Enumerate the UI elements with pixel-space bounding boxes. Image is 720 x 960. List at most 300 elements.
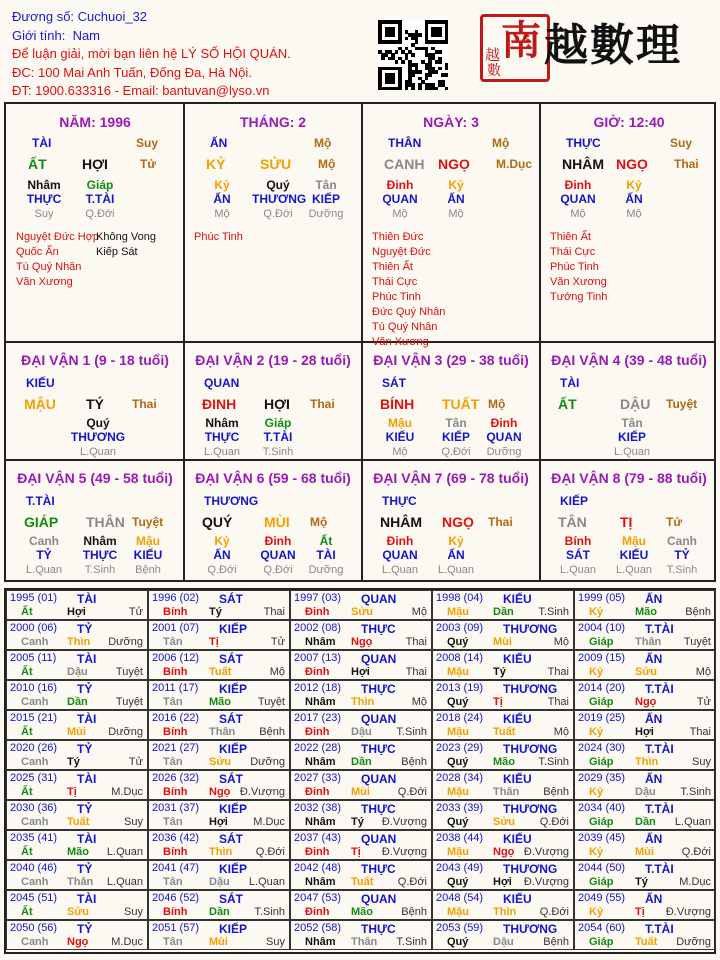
- year-stem: Tân: [163, 816, 183, 828]
- year-label: 2035 (41): [10, 832, 58, 844]
- year-stage: T.Sinh: [254, 906, 285, 918]
- year-cell: [148, 890, 290, 920]
- year-stage: Mộ: [411, 696, 427, 708]
- hidden-stage: L.Quan: [437, 564, 475, 576]
- heavenly-stem: QUÝ: [202, 514, 233, 530]
- year-cell: [290, 650, 432, 680]
- year-ten-god: QUAN: [361, 832, 397, 846]
- ten-god: THƯƠNG: [204, 494, 259, 508]
- year-stem: Kỷ: [589, 906, 604, 918]
- year-stage: Bệnh: [259, 726, 285, 738]
- year-branch: Mùi: [635, 846, 654, 858]
- year-ten-god: SÁT: [219, 832, 243, 846]
- year-branch: Dần: [351, 756, 372, 768]
- stage: Thai: [674, 157, 699, 171]
- shen-sha-item: Tướng Tinh: [550, 291, 608, 303]
- year-cell: [574, 800, 716, 830]
- year-stage: T.Sinh: [396, 936, 427, 948]
- hidden-stem: Đinh: [490, 416, 518, 430]
- year-stem: Tân: [163, 876, 183, 888]
- year-branch: Tý: [351, 816, 364, 828]
- year-stem: Ất: [21, 666, 33, 678]
- year-stem: Quý: [447, 876, 469, 888]
- year-label: 2050 (56): [10, 922, 58, 934]
- year-stage: Bệnh: [401, 756, 427, 768]
- dai-van-5: [6, 460, 184, 578]
- earthly-branch: HỢI: [82, 156, 108, 172]
- shen-sha-item: Thiên Đức: [372, 231, 424, 243]
- year-label: 2031 (37): [152, 802, 200, 814]
- year-branch: Ngọ: [493, 846, 515, 858]
- year-branch: Dậu: [351, 726, 372, 738]
- earthly-branch: HỢI: [264, 396, 290, 412]
- year-branch: Thìn: [209, 846, 233, 858]
- year-stage: M.Dục: [111, 786, 143, 798]
- year-label: 2004 (10): [578, 622, 626, 634]
- year-stage: Q.Đới: [397, 786, 427, 798]
- hidden-ten-god: QUAN: [560, 192, 596, 206]
- year-cell: [574, 710, 716, 740]
- year-branch: Tuất: [209, 666, 232, 678]
- hidden-stage: Q.Đới: [263, 564, 293, 576]
- heavenly-stem: ẤT: [28, 156, 47, 172]
- earthly-branch: NGỌ: [616, 156, 648, 172]
- year-cell: [290, 860, 432, 890]
- earthly-branch: TỊ: [620, 514, 633, 530]
- hidden-stage: Dưỡng: [486, 446, 522, 458]
- year-branch: Sửu: [67, 906, 90, 918]
- year-cell: [6, 770, 148, 800]
- year-stem: Canh: [21, 876, 49, 888]
- year-branch: Tị: [209, 636, 219, 648]
- year-cell: [290, 710, 432, 740]
- year-stem: Kỷ: [589, 786, 604, 798]
- shen-sha-item: Thiên Ất: [550, 231, 591, 243]
- year-branch: Dần: [209, 906, 230, 918]
- ten-god: ẤN: [210, 136, 228, 150]
- hidden-stem: Ất: [319, 534, 333, 548]
- year-stage: Mộ: [411, 606, 427, 618]
- hidden-ten-god: KIẾP: [617, 430, 646, 444]
- stage: M.Dục: [496, 157, 532, 171]
- hidden-stem: Giáp: [264, 416, 292, 430]
- year-branch: Hợi: [209, 816, 228, 828]
- year-label: 2008 (14): [436, 652, 484, 664]
- year-stage: Đ.Vượng: [381, 846, 427, 858]
- year-label: 2013 (19): [436, 682, 484, 694]
- year-stem: Nhâm: [305, 636, 336, 648]
- year-stage: M.Dục: [253, 816, 285, 828]
- stage: Thai: [132, 397, 157, 411]
- pillar-3: [362, 104, 540, 348]
- year-label: 1997 (03): [294, 592, 342, 604]
- year-branch: Tý: [209, 606, 222, 618]
- shen-sha-list: [16, 230, 99, 290]
- year-ten-god: TÀI: [77, 892, 97, 906]
- ten-god: THỰC: [382, 494, 417, 508]
- dai-van-title: ĐẠI VẬN 1 (9 - 18 tuổi): [21, 352, 169, 368]
- heavenly-stem: ẤT: [558, 396, 577, 412]
- year-cell: [6, 590, 148, 620]
- year-stage: Q.Đới: [681, 846, 711, 858]
- shen-sha-item: Kiếp Sát: [96, 246, 138, 258]
- ten-god: QUAN: [204, 376, 240, 390]
- dai-van-title: ĐẠI VẬN 8 (79 - 88 tuổi): [551, 470, 707, 486]
- year-stem: Nhâm: [305, 696, 336, 708]
- shen-sha-item: Nguyệt Đức: [372, 246, 431, 258]
- year-stem: Giáp: [589, 876, 614, 888]
- stage: Tuyệt: [666, 397, 698, 411]
- stage: Tuyệt: [132, 515, 164, 529]
- year-branch: Dần: [67, 696, 88, 708]
- year-ten-god: THỰC: [361, 802, 396, 816]
- year-branch: Mão: [351, 906, 373, 918]
- year-ten-god: TÀI: [77, 652, 97, 666]
- hidden-stem: Đinh: [564, 178, 592, 192]
- year-label: 2039 (45): [578, 832, 626, 844]
- hidden-stage: Mộ: [570, 208, 586, 220]
- dai-van-title: ĐẠI VẬN 6 (59 - 68 tuổi): [195, 470, 351, 486]
- hidden-ten-god: TÀI: [316, 548, 336, 562]
- year-label: 2029 (35): [578, 772, 626, 784]
- year-stem: Quý: [447, 756, 469, 768]
- year-branch: Tị: [635, 906, 645, 918]
- year-ten-god: TỶ: [77, 862, 93, 876]
- hidden-ten-god: TỶ: [36, 548, 52, 562]
- year-cell: [290, 740, 432, 770]
- year-label: 2047 (53): [294, 892, 342, 904]
- year-stage: Dưỡng: [676, 936, 711, 948]
- year-stage: L.Quan: [674, 816, 711, 828]
- year-label: 2040 (46): [10, 862, 58, 874]
- year-label: 2026 (32): [152, 772, 200, 784]
- year-cell: [574, 890, 716, 920]
- year-branch: Ngọ: [67, 936, 89, 948]
- hidden-ten-god: TỶ: [674, 548, 690, 562]
- year-label: 2022 (28): [294, 742, 342, 754]
- hidden-stage: Mộ: [392, 208, 408, 220]
- year-cell: [6, 920, 148, 950]
- shen-sha-item: Thiên Ất: [372, 261, 413, 273]
- year-ten-god: TỶ: [77, 802, 93, 816]
- stage: Suy: [136, 136, 159, 150]
- year-stage: Q.Đới: [255, 846, 285, 858]
- year-cell: [148, 710, 290, 740]
- year-label: 2006 (12): [152, 652, 200, 664]
- ten-god: T.TÀI: [26, 494, 55, 508]
- shen-sha-list: [194, 230, 243, 245]
- hidden-ten-god: THỰC: [82, 548, 118, 562]
- year-stage: Mộ: [553, 636, 569, 648]
- year-cell: [290, 620, 432, 650]
- year-cell: [148, 830, 290, 860]
- logo-text: 越數理: [544, 20, 682, 71]
- earthly-branch: NGỌ: [438, 156, 470, 172]
- pillar-title: GIỜ: 12:40: [593, 114, 665, 130]
- year-cell: [148, 920, 290, 950]
- year-stage: Đ.Vượng: [381, 816, 427, 828]
- year-cell: [574, 620, 716, 650]
- year-stem: Giáp: [589, 636, 614, 648]
- year-label: 2042 (48): [294, 862, 342, 874]
- year-branch: Hợi: [67, 606, 86, 618]
- year-stage: Thai: [405, 666, 427, 678]
- hidden-stage: L.Quan: [615, 564, 653, 576]
- year-ten-god: KIẾP: [219, 862, 248, 876]
- shen-sha-list: [372, 230, 445, 350]
- year-stage: Mộ: [553, 726, 569, 738]
- year-label: 2002 (08): [294, 622, 342, 634]
- pillars-grid: [4, 102, 716, 582]
- shen-sha-item: Văn Xương: [16, 276, 73, 288]
- year-ten-god: KIẾP: [219, 802, 248, 816]
- year-stem: Bính: [163, 726, 188, 738]
- year-cell: [148, 800, 290, 830]
- year-ten-god: THỰC: [361, 622, 396, 636]
- year-stem: Canh: [21, 816, 49, 828]
- year-stage: Đ.Vượng: [523, 876, 569, 888]
- year-label: 2028 (34): [436, 772, 484, 784]
- year-branch: Mão: [635, 606, 657, 618]
- year-cell: [148, 680, 290, 710]
- year-label: 2030 (36): [10, 802, 58, 814]
- year-cell: [432, 890, 574, 920]
- hidden-ten-god: ẤN: [447, 548, 465, 562]
- hidden-stage: Dưỡng: [308, 208, 344, 220]
- hidden-ten-god: ẤN: [447, 192, 465, 206]
- year-label: 2020 (26): [10, 742, 58, 754]
- year-label: 2003 (09): [436, 622, 484, 634]
- year-label: 2044 (50): [578, 862, 626, 874]
- year-cell: [432, 920, 574, 950]
- year-branch: Sửu: [209, 756, 232, 768]
- year-cell: [6, 740, 148, 770]
- year-label: 2014 (20): [578, 682, 626, 694]
- earthly-branch: MÙI: [264, 514, 290, 530]
- stage: Mộ: [318, 157, 336, 171]
- year-ten-god: SÁT: [219, 712, 243, 726]
- year-label: 2043 (49): [436, 862, 484, 874]
- shen-sha-item: Phúc Tinh: [550, 261, 599, 273]
- year-cell: [290, 830, 432, 860]
- year-stage: Thai: [405, 636, 427, 648]
- year-stem: Mậu: [447, 906, 469, 918]
- heavenly-stem: NHÂM: [380, 514, 422, 530]
- year-ten-god: ẤN: [645, 832, 663, 846]
- year-stage: Đ.Vượng: [665, 906, 711, 918]
- year-label: 2037 (43): [294, 832, 342, 844]
- year-branch: Mão: [209, 696, 231, 708]
- year-stem: Đinh: [305, 606, 330, 618]
- year-label: 2027 (33): [294, 772, 342, 784]
- year-stage: Tuyệt: [257, 696, 285, 708]
- stage: Thai: [310, 397, 335, 411]
- hidden-stem: Nhâm: [27, 178, 61, 192]
- year-cell: [574, 740, 716, 770]
- year-stage: Thai: [547, 696, 569, 708]
- year-stage: Tử: [128, 756, 143, 768]
- year-ten-god: QUAN: [361, 652, 397, 666]
- year-label: 2001 (07): [152, 622, 200, 634]
- year-ten-god: SÁT: [219, 892, 243, 906]
- year-branch: Ngọ: [351, 636, 373, 648]
- hidden-stage: Mộ: [214, 208, 230, 220]
- shen-sha-item: Đức Quý Nhân: [372, 306, 446, 318]
- year-stem: Đinh: [305, 726, 330, 738]
- year-stem: Bính: [163, 606, 188, 618]
- heavenly-stem: TÂN: [558, 514, 587, 530]
- year-label: 2011 (17): [152, 682, 199, 694]
- year-cell: [432, 710, 574, 740]
- hidden-ten-god: QUAN: [260, 548, 296, 562]
- year-branch: Thìn: [351, 696, 375, 708]
- hidden-stem: Kỷ: [448, 534, 464, 548]
- hidden-stage: T.Sinh: [666, 564, 698, 576]
- year-branch: Sửu: [635, 666, 658, 678]
- year-stage: T.Sinh: [538, 756, 569, 768]
- year-ten-god: QUAN: [361, 592, 397, 606]
- year-branch: Dậu: [209, 876, 230, 888]
- year-label: 2045 (51): [10, 892, 58, 904]
- dai-van-6: [184, 460, 362, 578]
- year-stem: Tân: [163, 636, 183, 648]
- year-label: 2019 (25): [578, 712, 626, 724]
- hidden-stem: Giáp: [86, 178, 114, 192]
- hidden-stage: Dưỡng: [308, 564, 344, 576]
- year-stage: L.Quan: [106, 876, 143, 888]
- hidden-ten-god: KIẾU: [385, 430, 415, 444]
- year-stage: Thai: [689, 726, 711, 738]
- hidden-stage: Suy: [34, 208, 54, 220]
- year-stem: Canh: [21, 936, 49, 948]
- year-cell: [148, 860, 290, 890]
- year-stage: Mộ: [269, 666, 285, 678]
- year-stage: T.Sinh: [538, 606, 569, 618]
- year-branch: Mão: [67, 846, 89, 858]
- earthly-branch: TUẤT: [442, 396, 480, 412]
- year-branch: Hợi: [351, 666, 370, 678]
- stage: Mộ: [314, 136, 332, 150]
- year-branch: Tị: [493, 696, 503, 708]
- heavenly-stem: BÍNH: [380, 396, 415, 412]
- year-label: 2000 (06): [10, 622, 58, 634]
- year-label: 2046 (52): [152, 892, 200, 904]
- year-ten-god: KIẾP: [219, 742, 248, 756]
- year-cell: [432, 680, 574, 710]
- year-stem: Quý: [447, 936, 469, 948]
- year-ten-god: T.TÀI: [645, 802, 674, 816]
- hidden-stem: Kỷ: [214, 178, 230, 192]
- year-stem: Quý: [447, 816, 469, 828]
- year-stage: Bệnh: [543, 786, 569, 798]
- year-stage: Thai: [547, 666, 569, 678]
- year-ten-god: KIẾU: [503, 712, 532, 726]
- year-branch: Hợi: [493, 876, 512, 888]
- year-stem: Ất: [21, 786, 33, 798]
- year-cell: [290, 770, 432, 800]
- year-stage: Dưỡng: [108, 636, 143, 648]
- year-ten-god: QUAN: [361, 892, 397, 906]
- year-branch: Tuất: [351, 876, 374, 888]
- year-ten-god: TỶ: [77, 742, 93, 756]
- year-ten-god: TÀI: [77, 592, 97, 606]
- stage: Thai: [488, 515, 513, 529]
- year-ten-god: TỶ: [77, 622, 93, 636]
- year-branch: Dần: [635, 816, 656, 828]
- dai-van-title: ĐẠI VẬN 3 (29 - 38 tuổi): [373, 352, 529, 368]
- year-stem: Đinh: [305, 906, 330, 918]
- address-line: ĐC: 100 Mai Anh Tuấn, Đống Đa, Hà Nội.: [12, 64, 252, 80]
- shen-sha-item: Tú Quý Nhân: [372, 321, 438, 333]
- year-branch: Thân: [635, 636, 662, 648]
- year-stem: Quý: [447, 696, 469, 708]
- year-stage: Suy: [692, 756, 711, 768]
- stage: Mộ: [310, 515, 328, 529]
- year-branch: Hợi: [635, 726, 654, 738]
- dai-van-8: [540, 460, 718, 578]
- dai-van-title: ĐẠI VẬN 2 (19 - 28 tuổi): [195, 352, 351, 368]
- year-branch: Tị: [67, 786, 77, 798]
- year-cell: [148, 770, 290, 800]
- hidden-ten-god: SÁT: [566, 548, 590, 562]
- hidden-ten-god: THỰC: [204, 430, 240, 444]
- year-label: 2007 (13): [294, 652, 342, 664]
- year-label: 1998 (04): [436, 592, 484, 604]
- phone-email-line: ĐT: 1900.633316 - Email: bantuvan@lyso.vn: [12, 83, 270, 98]
- year-label: 2033 (39): [436, 802, 484, 814]
- heavenly-stem: GIÁP: [24, 514, 59, 530]
- hidden-ten-god: T.TÀI: [263, 430, 293, 444]
- year-stage: L.Quan: [106, 846, 143, 858]
- year-stage: Bệnh: [543, 936, 569, 948]
- year-cell: [290, 890, 432, 920]
- hidden-ten-god: KIẾU: [619, 548, 649, 562]
- year-stem: Tân: [163, 936, 183, 948]
- year-stem: Tân: [163, 756, 183, 768]
- header-info: [12, 8, 372, 101]
- ten-god: TÀI: [560, 376, 580, 390]
- hidden-stem: Tân: [445, 416, 467, 430]
- shen-sha-list: [550, 230, 607, 305]
- year-stem: Ất: [21, 606, 33, 618]
- hidden-stem: Nhâm: [83, 534, 117, 548]
- year-label: 2051 (57): [152, 922, 200, 934]
- year-branch: Mùi: [351, 786, 370, 798]
- year-stem: Canh: [21, 696, 49, 708]
- year-stem: Kỷ: [589, 666, 604, 678]
- year-branch: Tuất: [493, 726, 516, 738]
- stage: Tử: [140, 157, 157, 171]
- shen-sha-item: Văn Xương: [372, 336, 429, 348]
- dai-van-1: [6, 342, 184, 460]
- year-stem: Mậu: [447, 666, 469, 678]
- year-stem: Ất: [21, 906, 33, 918]
- year-stage: Đ.Vượng: [523, 846, 569, 858]
- year-cell: [6, 620, 148, 650]
- stage: Suy: [670, 136, 693, 150]
- year-label: 2005 (11): [10, 652, 57, 664]
- year-stem: Kỷ: [589, 606, 604, 618]
- year-branch: Tý: [67, 756, 80, 768]
- year-branch: Mão: [493, 756, 515, 768]
- year-ten-god: TÀI: [77, 832, 97, 846]
- year-cell: [148, 620, 290, 650]
- year-label: 2041 (47): [152, 862, 200, 874]
- hidden-ten-god: ẤN: [213, 548, 231, 562]
- year-ten-god: ẤN: [645, 592, 663, 606]
- hidden-stem: Đinh: [386, 534, 414, 548]
- year-ten-god: THƯƠNG: [503, 742, 558, 756]
